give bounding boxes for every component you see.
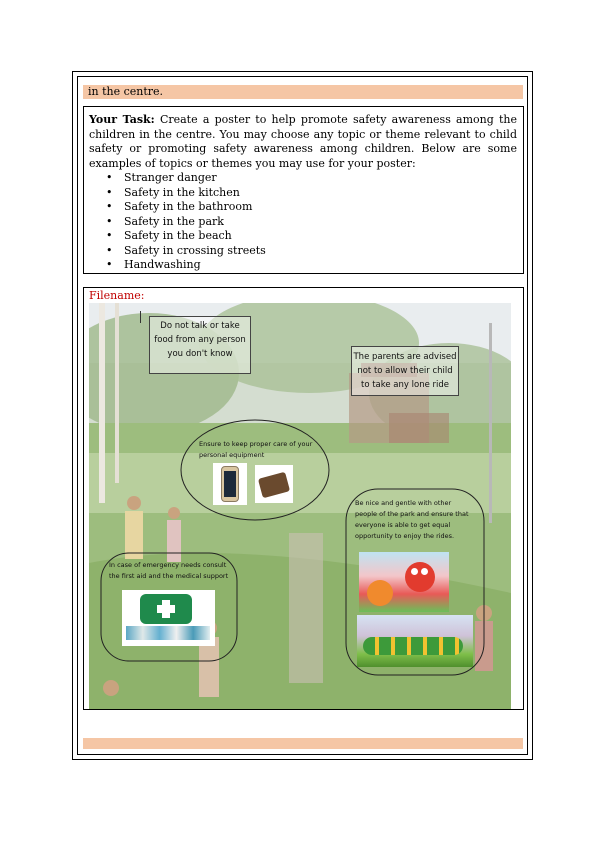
task-label: Your Task: (89, 113, 155, 126)
filename-label: Filename: (89, 289, 145, 302)
footer-band (83, 738, 523, 749)
note-equipment: Ensure to keep proper care of your personal equipment (199, 440, 313, 459)
topic-item: • Safety in the beach (89, 229, 517, 244)
topic-list (89, 171, 517, 273)
first-aid-kit-icon (140, 594, 192, 624)
topic-item: • Safety in the kitchen (89, 186, 517, 201)
ride-character-icon (405, 562, 435, 592)
task-box (83, 106, 524, 274)
caterpillar-ride-icon (363, 637, 463, 655)
note-parents: The parents are advised not to allow their child to take any lone ride (351, 346, 459, 396)
header-band (83, 85, 523, 99)
wallet-image (255, 465, 293, 503)
note-gentle: Be nice and gentle with other people of the park and ensure that everyone is able to get equal opportunity to enjoy the rides. (355, 499, 469, 540)
first-aid-kit-image (122, 590, 215, 646)
header-band-text: in the centre. (88, 85, 164, 98)
phone-image (213, 463, 247, 505)
topic-item: • Handwashing (89, 258, 517, 273)
task-paragraph (89, 113, 517, 171)
task-body: Create a poster to help promote safety awareness among the children in the centre. You may choose any topic or theme relevant to child safety or promoting safety awareness among children. Below are some examples of topics or themes you may use for your poster: (89, 113, 518, 170)
safety-poster (89, 303, 511, 709)
note-emergency: In case of emergency needs consult the first aid and the medical support (109, 561, 229, 580)
topic-item: • Safety in the bathroom (89, 200, 517, 215)
poster-marker (140, 311, 141, 323)
rides-image-bottom (357, 615, 473, 667)
topic-item: • Safety in the park (89, 215, 517, 230)
rides-image-top (359, 552, 449, 612)
wallet-icon (258, 472, 290, 499)
phone-icon (221, 466, 239, 502)
filename-box (83, 287, 524, 710)
note-stranger: Do not talk or take food from any person you don't know (149, 316, 251, 374)
topic-item: • Stranger danger (89, 171, 517, 186)
topic-item: • Safety in crossing streets (89, 244, 517, 259)
